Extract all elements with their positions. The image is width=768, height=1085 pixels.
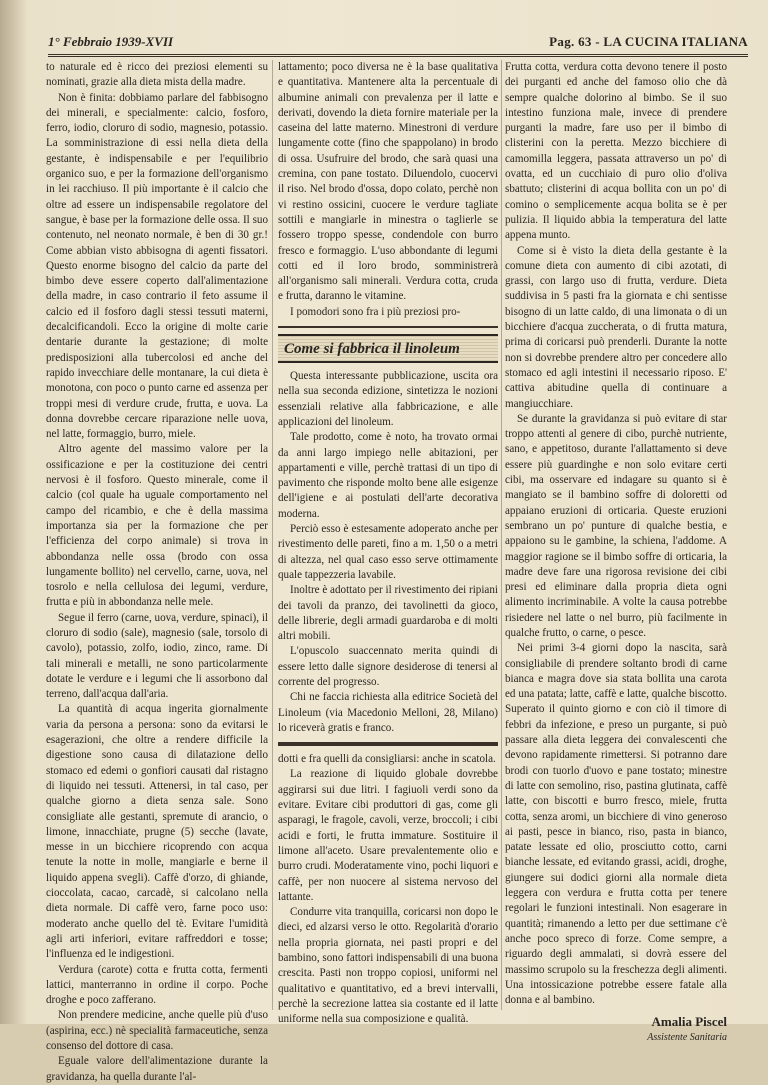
paragraph: Questa interessante pubblicazione, uscita ora nella sua seconda edizione, sintetizza le nozioni essenziali relative alla fabbricazione, e alle applicazioni del linoleum. — [278, 370, 498, 428]
column-2 — [278, 60, 498, 1026]
column-divider — [272, 60, 273, 1010]
paragraph: Frutta cotta, verdura cotta devono tenere il posto dei purganti ed anche del famoso olio che dà sempre qualche dolorino al bimbo. Se il suo intestino funziona male, invece di prendere purganti la madre, fare uso per il bimbo di clisterini con la peretta. Mezzo bicchiere di camomilla leggera, passata attraverso un po' di ovatta, ed un cucchiaio di puro olio d'oliva sbattuto; clisterini di acqua bollita con un po' di comino o semplicemente acqua bolita se è per pulizia. Il liquido abbia la temperatura del latte appena munto. — [505, 61, 727, 242]
paragraph: lattamento; poco diversa ne è la base qualitativa e quantitativa. Mantenere alta la percentuale di albumine animali con prevalenza per il latte e derivati, dovendo la dieta fornire materiale per la caseina del latte materno. Minestroni di verdure lungamente cotte (fino che spappolano) in brodo di ossa. Usufruire del brodo, che sarà quasi una cremina, con pane tostato. Diluendolo, cuocervi il riso. Nel brodo d'ossa, dopo colato, perchè non vi restino ossicini, cuocere le verdure tagliate sottili e mangiarle in minestra o taglierle se fossero troppo spesse, condendole con burro fresco e formaggio. L'uso abbondante di legumi cotti ed il loro brodo, somministrerà all'organismo sali minerali. Verdura cotta, cruda e frutta, daranno le vitamine. — [278, 61, 498, 303]
author-signature: Amalia Piscel — [651, 1014, 727, 1030]
paragraph: Se durante la gravidanza si può evitare di star troppo attenti al genere di cibo, purchè nutriente, sano, e appetitoso, durante l'allattamento si deve essere più guardinghe e non solo evitare certi cibi, ma osservare ed indagare su quanto si è mangiato se il bambino soffre di doloretti od appaiano eruzioni di orticaria. Queste eruzioni sembrano un po' punture di qualche bestia, e appaiono su le gambine, la schiena, l'addome. A maggior ragione se il bimbo soffre di orticaria, la madre deve fare una rigorosa revisione dei cibi presi ed eliminare dalla propria dieta ogni alimento incriminabile. A volte la causa potrebbe risiedere nel latte o nel burro, più facilmente in qualche frutto, o carne, o pesce. — [505, 412, 727, 639]
column-1 — [46, 60, 268, 1083]
paragraph: Tale prodotto, come è noto, ha trovato ormai da anni largo impiego nelle abitazioni, per appartamenti e ville, perchè trattasi di un tipo di pavimento che risponde molto bene alle esigenze dell'igiene e ai postulati dell'arte decorativa moderna. — [278, 431, 498, 520]
column-divider — [501, 60, 502, 1010]
paragraph: to naturale ed è ricco dei preziosi elementi su nominati, grazie alla dieta mista della madre. — [46, 61, 268, 89]
paragraph: Non è finita: dobbiamo parlare del fabbisogno dei minerali, e specialmente: calcio, fosforo, ferro, iodio, cloruro di sodio, magnesio, potassio. La somministrazione di essi nella dieta della gestante, è indispensabile e per l'equilibrio organico suo, e per la formazione dell'organismo in lei racchiuso. Il più importante è il calcio che oltre ad essere un indispensabile regolatore del sangue, è base per la formazione delle ossa. Il suo contenuto, nel neonato normale, è ben di 30 gr.! Come abbian visto abbisogna di agenti fissatori. Questo enorme bisogno del calcio da parte del bimbo deve essere coperto dall'alimentazione della madre, in caso contrario il feto assume il calcio ed il fosforo dagli stessi tessuti materni, decalcificandoli. Ecco la origine di molte carie dentarie durante la gestazione; di molte predisposizioni alla tubercolosi ed anche del rapido invecchiare delle montanare, la cui dieta è monotona, con poco o punto carne ed assenza per troppi mesi di verdure crude, frutta, e uova. La donna dovrebbe cercare riparazione nelle uova, nel latte, formaggio, burro, miele. — [46, 91, 268, 441]
issue-date: 1° Febbraio 1939-XVII — [48, 34, 174, 49]
section-rule — [278, 742, 498, 746]
paragraph: Segue il ferro (carne, uova, verdure, spinaci), il cloruro di sodio (sale), magnesio (sale, torsolo di cavolo), potassio, zolfo, iodio, zinco, rame. Di tali minerali e metalli, ne sono particolarmente dotate le verdure e i legumi che li assorbono dal terreno, dall'acqua dall'aria. — [46, 611, 268, 701]
paragraph: Chi ne faccia richiesta alla editrice Società del Linoleum (via Macedonio Melloni, 28, Milano) lo riceverà gratis e franco. — [278, 691, 498, 734]
page-gutter-shadow — [0, 0, 28, 1024]
page-header — [48, 28, 748, 57]
paragraph: I pomodori sono fra i più preziosi pro- — [290, 305, 461, 318]
paragraph: Altro agente del massimo valore per la ossificazione e per la costituzione dei centri nervosi è il fosforo. Questo minerale, come il calcio (col quale ha uguale comportamento nel campo del ricambio, e che è della massima importanza sia per la formazione che per l'efficienza del corpo animale) si trova in abbondanza nelle ossa (brodo con ossa lungamente bollito) nel cervello, carne, uova, nel tosrolo e nella cellulosa dei legumi, verdure, frutta e più in abbondanza nelle mele. — [46, 443, 268, 609]
linoleum-article-title: Come si fabbrica il linoleum — [278, 334, 498, 363]
paragraph: Non prendere medicine, anche quelle più d'uso (aspirina, ecc.) nè specialità farmaceutiche, senza consenso del dottore di casa. — [46, 1009, 268, 1052]
paragraph: dotti e fra quelli da consigliarsi: anche in scatola. — [278, 753, 496, 766]
paragraph: Inoltre è adottato per il rivestimento dei ripiani dei tavoli da pranzo, dei tavolinetti da gioco, delle librerie, degli armadi guardaroba e di molti altri mobili. — [278, 584, 498, 643]
paragraph: Verdura (carote) cotta e frutta cotta, fermenti lattici, manterranno in ordine il corpo. Poche droghe e poco zafferano. — [46, 963, 268, 1007]
paragraph: Condurre vita tranquilla, coricarsi non dopo le dieci, ed alzarsi verso le otto. Regolarità d'orario nella propria giornata, nei pasti propri e del bambino, sono fattori indispensabili di una buona crescita. Pasti non troppo copiosi, uniformi nel qualitativo e quantitativo, ed a brevi intervalli, perchè la secrezione lattea sia costante ed il latte uniforme nella sua composizione e qualità. — [278, 906, 498, 1026]
paragraph: Come si è visto la dieta della gestante è la comune dieta con aumento di cibi azotati, di grassi, con largo uso di frutta, verdure. Dieta suddivisa in 5 pasti fra la giornata e chi sentisse bisogno di un latte caldo, di una limonata o di un bicchiere d'acqua zuccherata, o di frutta matura, prima di coricarsi può prenderli. Durante la notte non si dovrebbe prendere altro per concedere allo stomaco ed agli intestini il necessario riposo. E' cattiva abitudine quella di continuare a mangiucchiare. — [505, 244, 727, 410]
paragraph: Nei primi 3-4 giorni dopo la nascita, sarà consigliabile di prendere soltanto brodi di carne bianca e magra dove sia stata bollita una carota ed una patata; latte, caffè e latte, qualche biscotto. Superato il quinto giorno e con ciò il timore di febbri da infezione, e preso un purgante, si può passare alla dieta leggera dei convalescenti che devono rapidamente rimettersi. Si potranno dare brodi con tuorlo d'uovo e pane tostato; minestre di latte con semolino, riso, pastina glutinata, caffè latte, con biscotti e burro fresco, miele, frutta cotta, senza aromi, un bicchiere di vino generoso ai pasti, pesce in bianco, riso, pasta in bianco, patate lessate ed olio, prosciutto cotto, carni bianche lessate, ed evitando grassi, acidi, droghe, giungere sui dodici giorni alla normale dieta leggera con verdura e frutta cotta per tenere regolari le funzioni intestinali. Non esagerare in quantità; rimanendo a letto per due settimane c'è anche poco spreco di forze. Come sempre, a riguardo degli ammalati, si dovrà essere del massimo scrupolo su la freschezza degli alimenti. Una intossicazione potrebbe essere fatale alla donna e al bambino. — [505, 642, 727, 1007]
author-title: Assistente Sanitaria — [647, 1031, 727, 1043]
section-rule — [278, 326, 498, 328]
page-number-label: Pag. 63 - LA CUCINA ITALIANA — [549, 34, 748, 49]
paragraph: La reazione di liquido globale dovrebbe aggirarsi sui due litri. I fagiuoli verdi sono da evitare. Evitare cibi produttori di gas, come gli asparagi, le fragole, cavoli, verze, broccoli; i cibi acidi e forti, le frutta immature. Sostituire il limone all'aceto. Usare prevalentemente olio e burro crudi. Moderatamente vino, pochi liquori e caffè, per non nuocere al sistema nervoso del lattante. — [278, 768, 498, 903]
paragraph: Eguale valore dell'alimentazione durante la gravidanza, ha quella durante l'al- — [46, 1055, 268, 1083]
paragraph: L'opuscolo suaccennato merita quindi di essere letto dalle signore desiderose di tenersi al corrente del progresso. — [278, 645, 498, 688]
paragraph: Perciò esso è estesamente adoperato anche per rivestimento delle pareti, fino a m. 1,50 o a metri di altezza, nel qual caso esso serve ottimamente quale tappezzeria lavabile. — [278, 523, 498, 581]
column-3 — [505, 60, 727, 1043]
paragraph: La quantità di acqua ingerita giornalmente varia da persona a persona: sono da evitarsi le esagerazioni, che oltre a rendere difficile la digestione sono causa di dilatazione dello stomaco ed edemi o gonfiori causati dal ristagno di liquido nei tessuti. Attenersi, in tal caso, per qualche giorno a dieta senza sale. Sono consigliate alle gestanti, spremute di arancio, o limone, innacchiate, prugne (5) secche (lavate, messe in un bicchiere ricoprendo con acqua tenute la notte in molle, mangiarle e berne il liquido appena svegli). Caffè d'orzo, di ghiande, cioccolata, cacao, carcadè, si calcolano nella dieta normale. Di caffè vero, farne poco uso: moderato anche quello del tè. Evitare l'umidità agli arti inferiori, evitare raffreddori e tosse; l'influenza ed le indigestioni. — [46, 703, 268, 961]
